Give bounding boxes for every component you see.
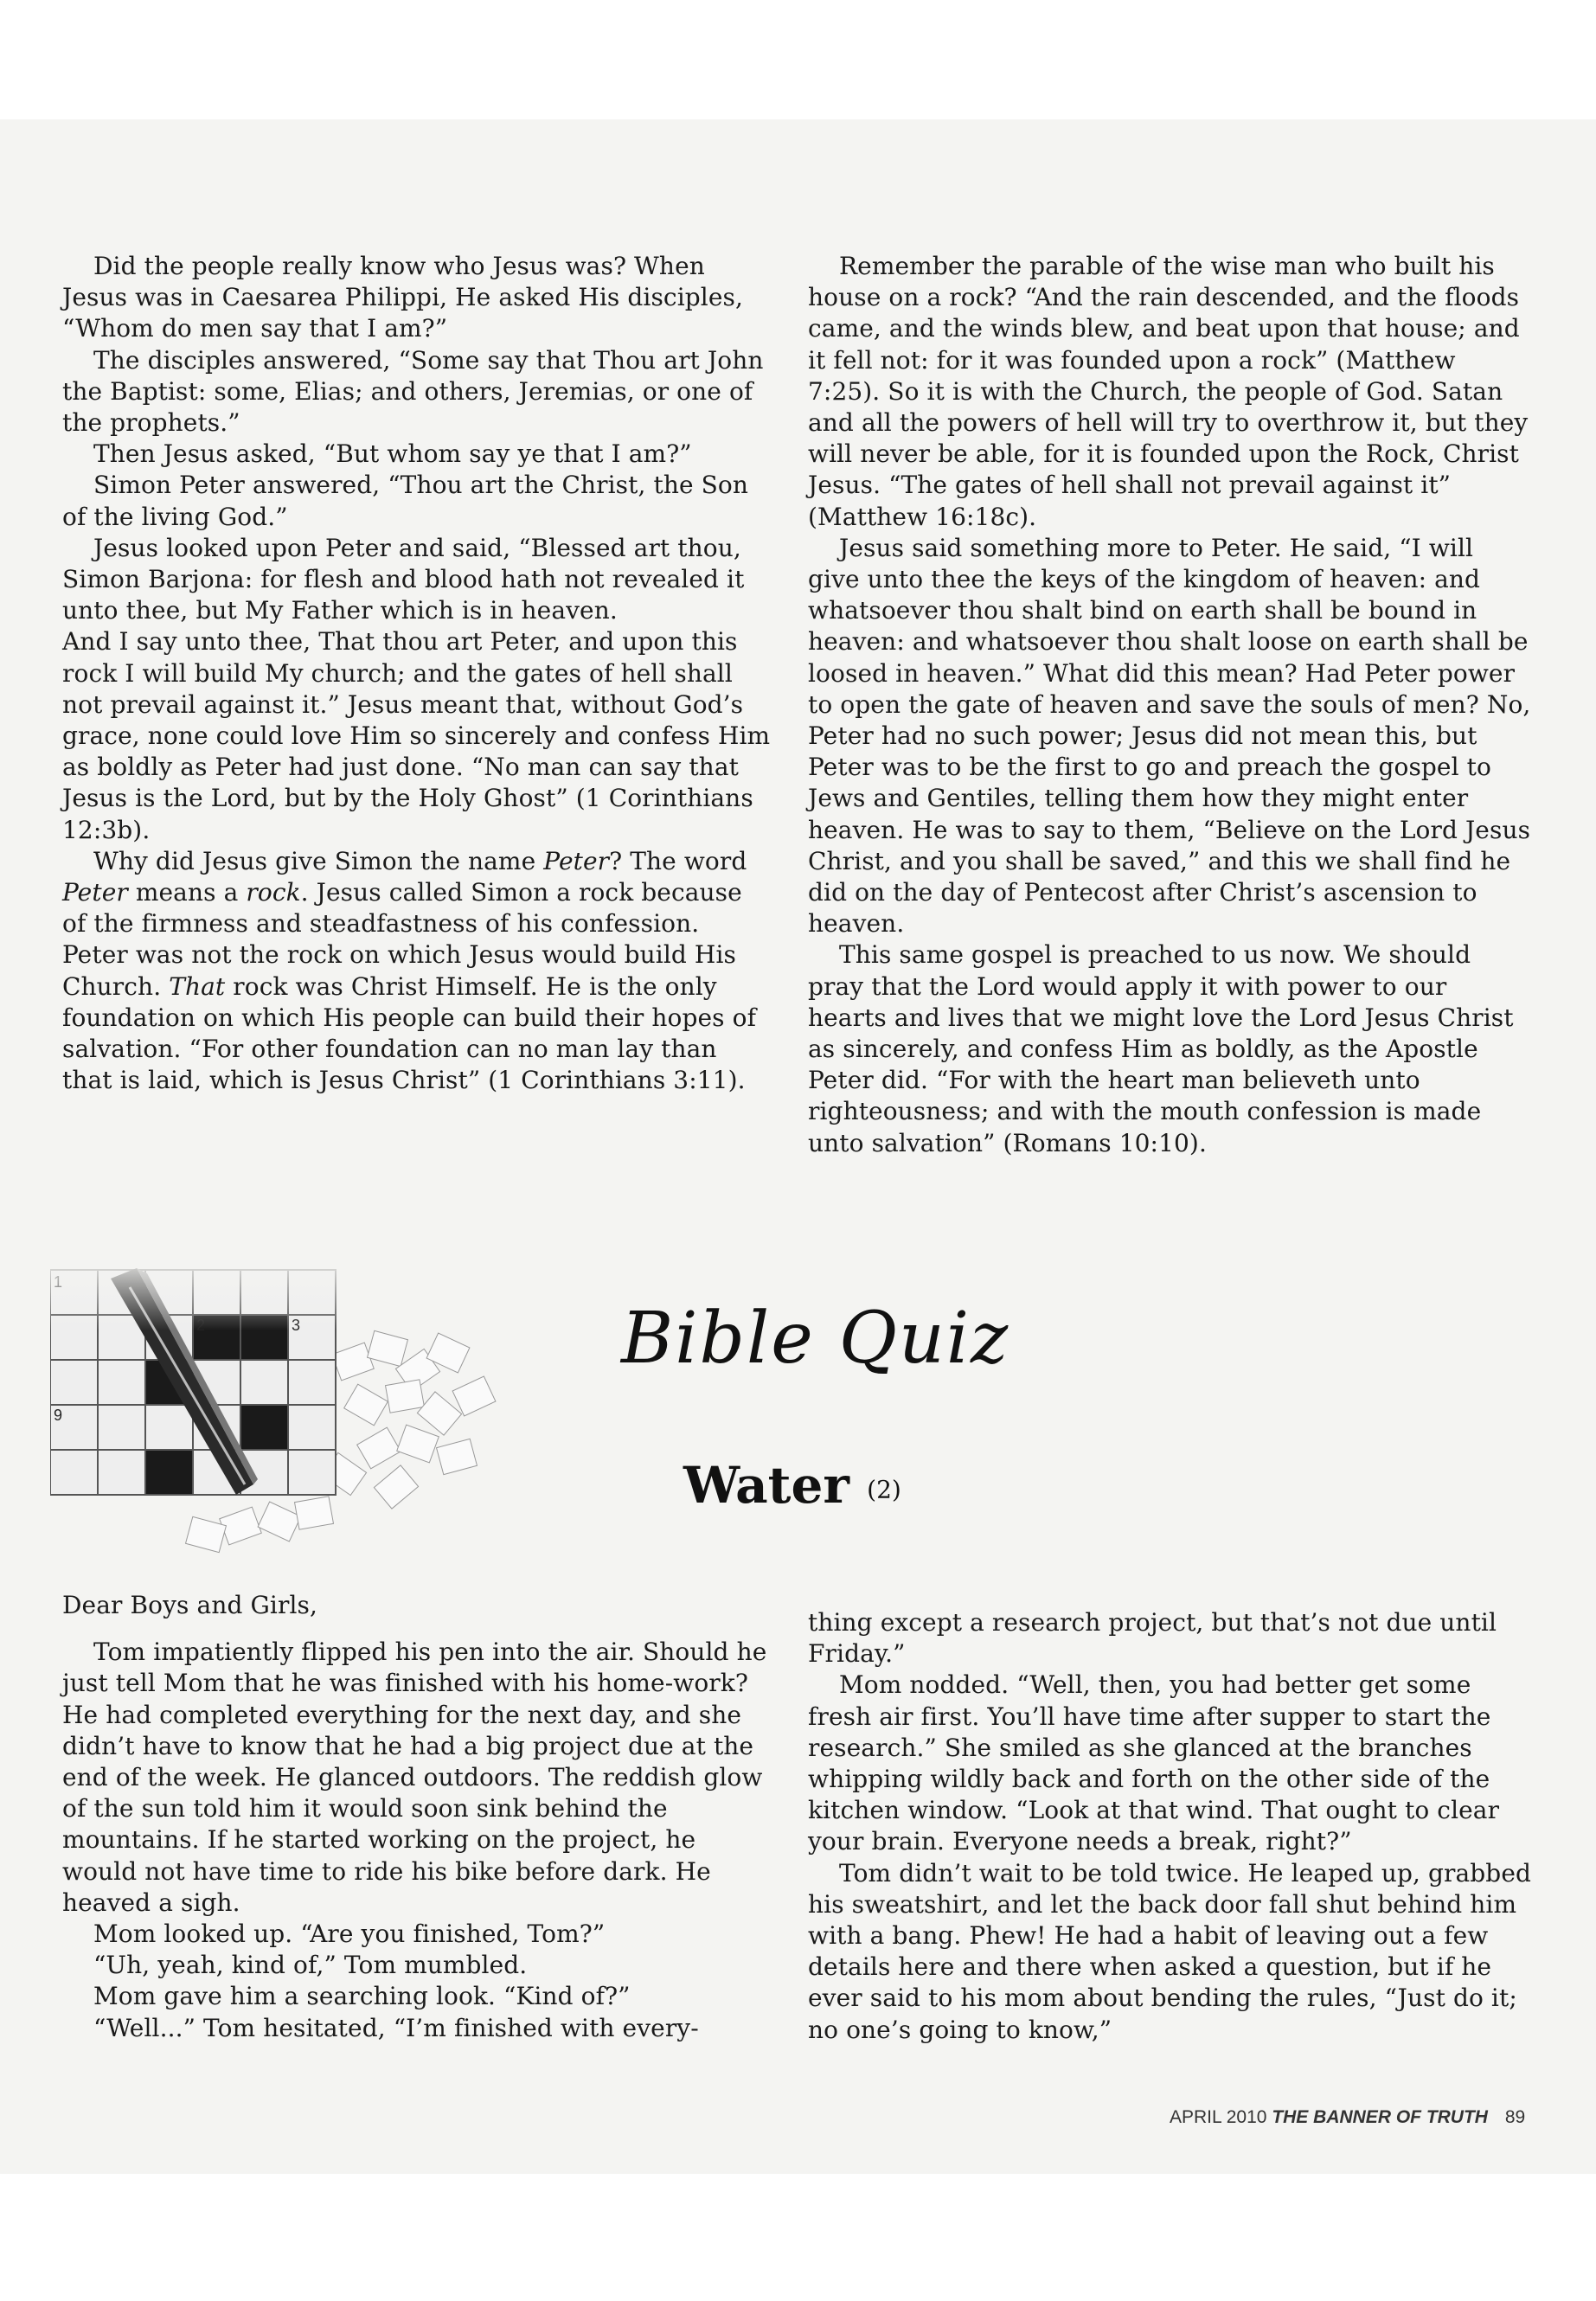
article-paragraph: The disciples answered, “Some say that Thou art John the Baptist: some, Elias; and others, Jeremias, or one of the prophets.”	[62, 345, 764, 438]
article-paragraph: Jesus looked upon Peter and said, “Blessed art thou, Simon Barjona: for flesh and blood hath not revealed it unto thee, but My Father which is in heaven.	[62, 533, 745, 625]
letter-right-column	[808, 1607, 1531, 2046]
quiz-part: (2)	[867, 1475, 901, 1504]
letter-paragraph: Mom gave him a searching look. “Kind of?”	[93, 1982, 631, 2011]
issue-date: APRIL 2010	[1170, 2107, 1267, 2127]
article-paragraph: Simon Peter answered, “Thou art the Christ, the Son of the living God.”	[62, 471, 748, 531]
article-paragraph: This same gospel is preached to us now. We should pray that the Lord would apply it with power to our hearts and lives that we might love the Lord Jesus Christ as sincerely, and confess Him as boldly, as the Apostle Peter did. “For with the heart man believeth unto righteousness; and with the mouth confession is made unto salvation” (Romans 10:10).	[808, 940, 1514, 1157]
letter-paragraph: “Uh, yeah, kind of,” Tom mumbled.	[93, 1951, 528, 1980]
letter-paragraph: Mom nodded. “Well, then, you had better get some fresh air first. You’ll have time after supper to start the research.” She smiled as she glanced at the branches whipping wildly back and forth on the other side of the kitchen window. “Look at that wind. That ought to clear your brain. Everyone needs a break, right?”	[808, 1670, 1500, 1856]
letter-paragraph: Mom looked up. “Are you finished, Tom?”	[93, 1920, 606, 1949]
letter-paragraph: Tom didn’t wait to be told twice. He leaped up, grabbed his sweatshirt, and let the back door fall shut behind him with a bang. Phew! He had a habit of leaving out a few details here and there when asked a question, but if he ever said to his mom about bending the rules, “Just do it; no one’s going to know,”	[808, 1858, 1532, 2044]
page-number: 89	[1504, 2107, 1526, 2127]
page-footer	[1170, 2107, 1525, 2128]
letter-greeting: Dear Boys and Girls,	[62, 1591, 318, 1619]
letter-paragraph: thing except a research project, but that’s not due until Friday.”	[808, 1608, 1497, 1669]
article-paragraph: Then Jesus asked, “But whom say ye that I am?”	[93, 439, 692, 469]
crossword-pen-illustration	[50, 1253, 500, 1564]
letter-paragraph: Tom impatiently flipped his pen into the air. Should he just tell Mom that he was finished with his home-work? He had completed everything for the next day, and she didn’t have to know that he had a big project due at the end of the week. He glanced outdoors. The reddish glow of the sun told him it would soon sink behind the mountains. If he started working on the project, he would not have time to ride his bike before dark. He heaved a sigh.	[62, 1638, 767, 1917]
letter-left-column	[62, 1590, 772, 2044]
article-paragraph-peter: Why did Jesus give Simon the name Peter? The word Peter means a rock. Jesus called Simon a rock because of the firmness and steadfastness of his confession. Peter was not the rock on which Jesus would build His Church. That rock was Christ Himself. He is the only foundation on which His people can build their hopes of salvation. “For other foundation can no man lay than that is laid, which is Jesus Christ” (1 Corinthians 3:11).	[62, 846, 757, 1095]
letter-paragraph: “Well...” Tom hesitated, “I’m finished with every-	[93, 2013, 699, 2042]
article-right-column	[808, 251, 1531, 1159]
quiz-title: Bible Quiz	[621, 1298, 1010, 1380]
article-paragraph: Remember the parable of the wise man who built his house on a rock? “And the rain descended, and the floods came, and the winds blew, and beat upon that house; and it fell not: for it was founded upon a rock” (Matthew 7:25). So it is with the Church, the people of God. Satan and all the powers of hell will try to overthrow it, but they will never be able, for it is founded upon the Rock, Christ Jesus. “The gates of hell shall not prevail against it” (Matthew 16:18c).	[808, 252, 1529, 531]
quiz-subtitle: Water (2)	[683, 1456, 901, 1515]
article-paragraph: Jesus said something more to Peter. He said, “I will give unto thee the keys of the kingdom of heaven: and whatsoever thou shalt bind on earth shall be bound in heaven: and whatsoever thou shalt loose on earth shall be loosed in heaven.” What did this mean? Had Peter power to open the gate of heaven and save the souls of men? No, Peter had no such power; Jesus did not mean this, but Peter was to be the first to go and preach the gospel to Jews and Gentiles, telling them how they might enter heaven. He was to say to them, “Believe on the Lord Jesus Christ, and you shall be saved,” and this we shall find he did on the day of Pentecost after Christ’s ascension to heaven.	[808, 533, 1531, 939]
magazine-name: THE BANNER OF TRUTH	[1272, 2107, 1488, 2127]
article-paragraph: Did the people really know who Jesus was? When Jesus was in Caesarea Philippi, He asked His disciples, “Whom do men say that I am?”	[62, 252, 743, 343]
article-paragraph: And I say unto thee, That thou art Peter, and upon this rock I will build My church; and the gates of hell shall not prevail against it.” Jesus meant that, without God’s grace, none could love Him so sincerely and confess Him as boldly as Peter had just done. “No man can say that Jesus is the Lord, but by the Holy Ghost” (1 Corinthians 12:3b).	[62, 627, 771, 844]
article-left-column	[62, 251, 772, 1096]
